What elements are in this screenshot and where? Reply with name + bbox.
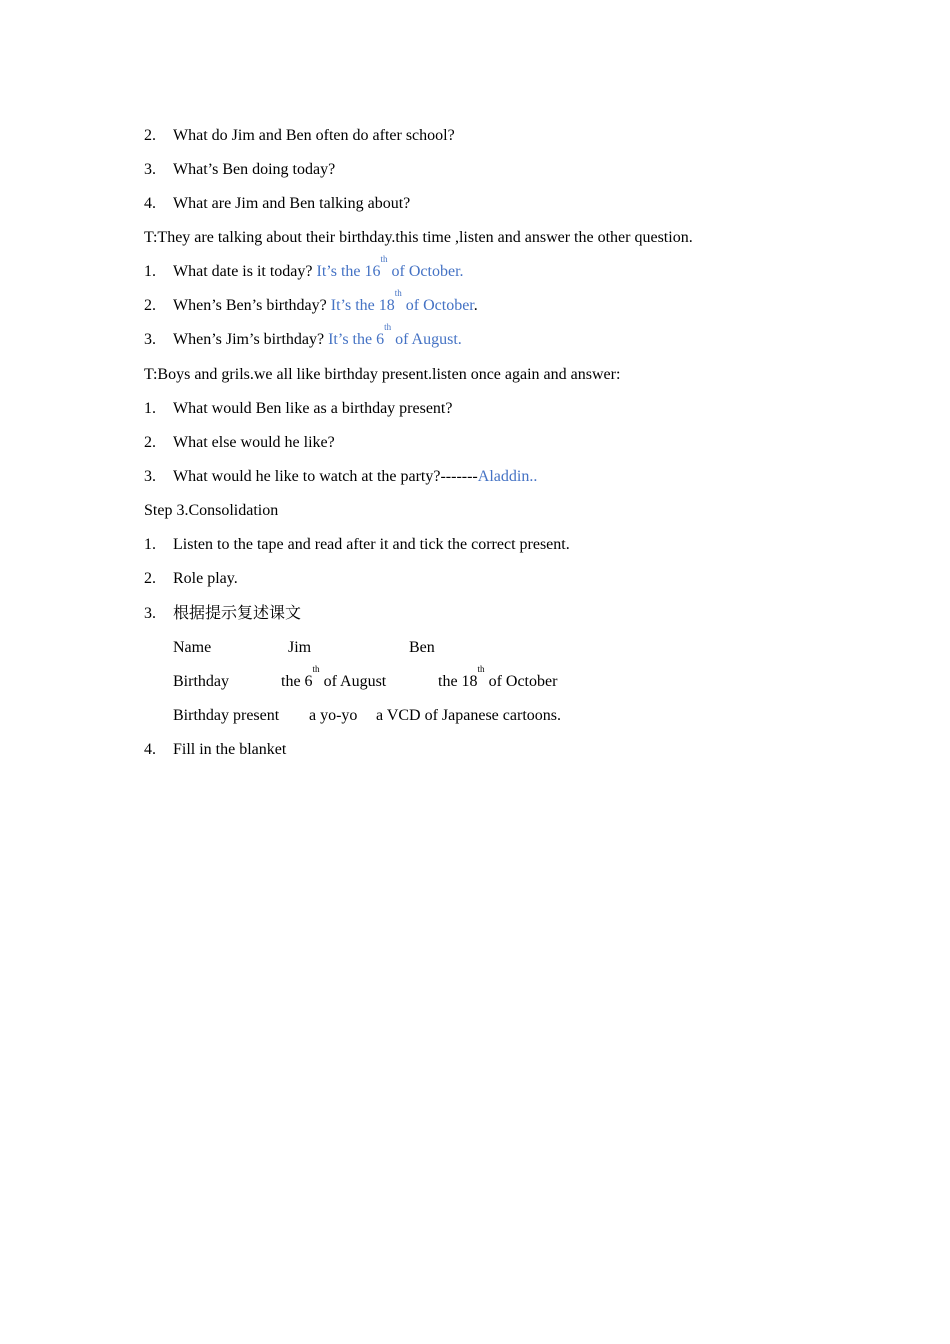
answer-text: Aladdin.. (477, 468, 538, 485)
question-text: What would Ben like as a birthday present? (173, 400, 453, 417)
question-text: When’s Ben’s birthday? (173, 297, 331, 314)
table-cell-jim-birthday: the 6th of August (281, 664, 387, 690)
question-line (144, 194, 410, 214)
list-number: 2. (144, 127, 156, 144)
question-line (144, 433, 335, 453)
table-cell-jim-name: Jim (288, 639, 312, 656)
teacher-instruction: T:Boys and grils.we all like birthday present.listen once again and answer: (144, 366, 621, 383)
table-label-present: Birthday present (173, 707, 280, 724)
question-line (144, 160, 335, 180)
list-number: 4. (144, 195, 156, 212)
question-text: What date is it today? (173, 263, 317, 280)
question-line (144, 254, 464, 282)
table-label-birthday: Birthday (173, 673, 229, 690)
answer-text: It’s the 16th of October. (316, 254, 464, 280)
list-number: 1. (144, 536, 156, 553)
table-cell-ben-name: Ben (409, 639, 435, 656)
table-cell-ben-present: a VCD of Japanese cartoons. (376, 707, 561, 724)
table-cell-ben-birthday: the 18th of October (438, 664, 558, 690)
list-number: 1. (144, 263, 156, 280)
question-line (144, 322, 462, 350)
list-number: 3. (144, 605, 156, 622)
step-heading: Step 3.Consolidation (144, 502, 279, 519)
question-text: What do Jim and Ben often do after school? (173, 127, 455, 144)
question-line (144, 288, 478, 316)
list-item-text: Listen to the tape and read after it and tick the correct present. (173, 536, 570, 553)
list-item (144, 740, 286, 760)
list-item-text: Fill in the blanket (173, 741, 287, 758)
table-cell-jim-present: a yo-yo (309, 707, 358, 724)
list-number: 1. (144, 400, 156, 417)
question-text: When’s Jim’s birthday? (173, 331, 329, 348)
list-number: 3. (144, 468, 156, 485)
list-number: 3. (144, 331, 156, 348)
question-text: What’s Ben doing today? (173, 161, 336, 178)
list-item (144, 603, 301, 624)
list-item (144, 569, 238, 589)
list-number: 2. (144, 297, 156, 314)
list-number: 3. (144, 161, 156, 178)
table-label-name: Name (173, 639, 212, 656)
question-text: What are Jim and Ben talking about? (173, 195, 411, 212)
list-number: 4. (144, 741, 156, 758)
answer-period: . (473, 297, 478, 314)
question-line (144, 399, 452, 419)
question-text: What else would he like? (173, 434, 335, 451)
list-number: 2. (144, 570, 156, 587)
list-item-text: Role play. (173, 570, 238, 587)
list-item-text: 根据提示复述课文 (173, 603, 302, 622)
answer-text: It’s the 6th of August. (328, 322, 462, 348)
question-text: What would he like to watch at the party?------- (173, 468, 478, 485)
list-number: 2. (144, 434, 156, 451)
list-item (144, 535, 570, 555)
answer-text: It’s the 18th of October (330, 288, 474, 314)
question-line (144, 467, 537, 487)
teacher-instruction: T:They are talking about their birthday.this time ,listen and answer the other question. (144, 229, 693, 246)
question-line (144, 126, 455, 146)
